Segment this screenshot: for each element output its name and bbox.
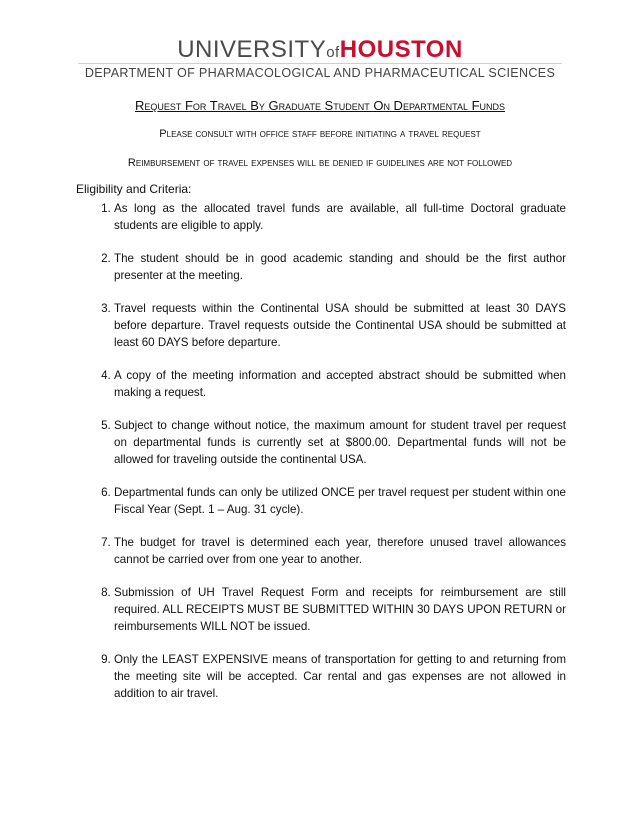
list-item: 9. Only the LEAST EXPENSIVE means of transportation for getting to and returning from the meeting site will be accepted. Car rental and gas expenses are not allowed in addition to air travel. [114,651,566,702]
list-item: 6. Departmental funds can only be utilized ONCE per travel request per student within one Fiscal Year (Sept. 1 – Aug. 31 cycle). [114,484,566,518]
list-item: 1. As long as the allocated travel funds are available, all full-time Doctoral graduate students are eligible to apply. [114,200,566,234]
list-item: 3. Travel requests within the Continental USA should be submitted at least 30 DAYS before departure. Travel requests outside the Continental USA should be submitted at least 60 DAYS before departure. [114,300,566,351]
document-title: Request For Travel By Graduate Student On Departmental Funds [134,98,506,113]
notice-reimbursement: Reimbursement of travel expenses will be denied if guidelines are not followed [127,157,513,169]
list-item: 4. A copy of the meeting information and accepted abstract should be submitted when making a request. [114,367,566,401]
logo-of-text: of [326,44,340,61]
criteria-list [76,200,566,718]
list-item: 2. The student should be in good academic standing and should be the first author presenter at the meeting. [114,250,566,284]
list-item: 8. Submission of UH Travel Request Form and receipts for reimbursement are still required. ALL RECEIPTS MUST BE SUBMITTED WITHIN 30 DAYS UPON RETURN or reimbursements WILL NOT be issued. [114,584,566,635]
notice-consult: Please consult with office staff before initiating a travel request [159,128,481,140]
university-logo [0,36,640,64]
logo-houston-text: HOUSTON [339,36,463,63]
list-item: 5. Subject to change without notice, the maximum amount for student travel per request on departmental funds is currently set at $800.00. Departmental funds will not be allowed for traveling outside the continental USA. [114,417,566,468]
department-name: DEPARTMENT OF PHARMACOLOGICAL AND PHARMACEUTICAL SCIENCES [84,66,556,80]
eligibility-heading: Eligibility and Criteria: [76,182,192,196]
logo-university-text: UNIVERSITY [177,36,327,63]
list-item: 7. The budget for travel is determined each year, therefore unused travel allowances cannot be carried over from one year to another. [114,534,566,568]
header-divider [78,63,562,64]
